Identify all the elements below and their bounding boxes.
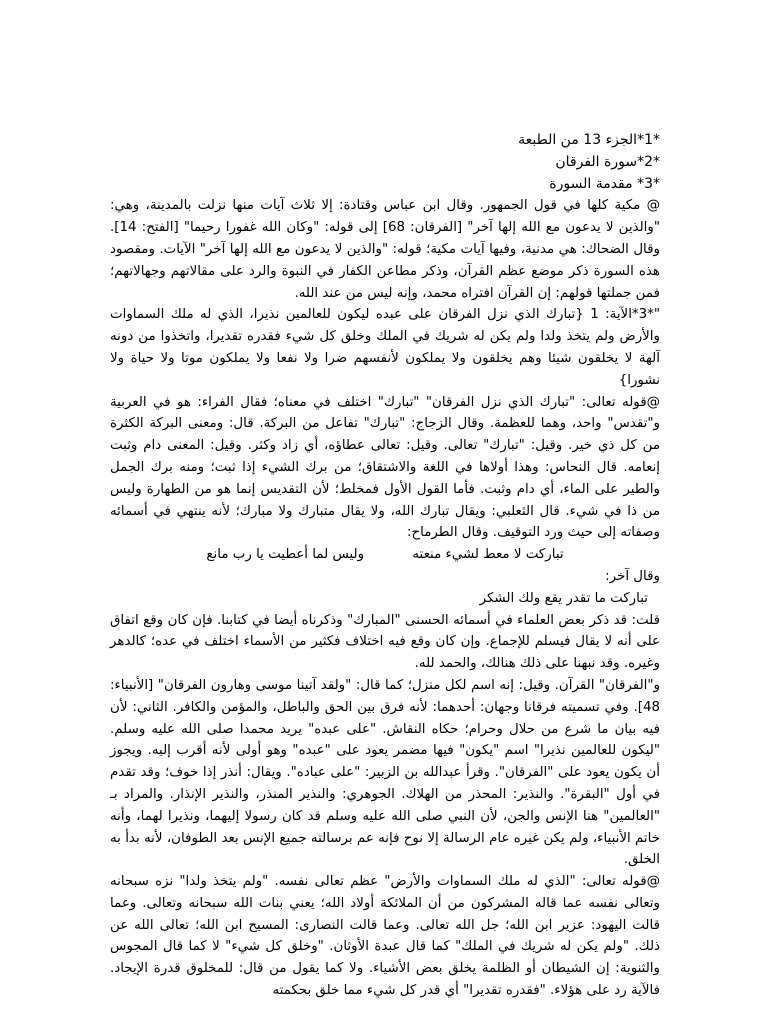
poem-intro: وقال آخر: [605,568,660,584]
poem-hemistich-left: وليس لما أعطيت يا رب مانع [206,547,365,563]
paragraph: @قوله تعالى: "الذي له ملك السماوات والأرض" عظم تعالى نفسه. "ولم يتخذ ولدا" نزه سبحانه وتعالى نفسه عما قاله المشركون من أن الملائكة أولاد الله؛ يعني بنات الله سبحانه وتعالى. وعما قالت اليهود: عزير ابن الله؛ جل الله تعالى. وعما قالت النصارى: المسيح ابن الله؛ تعالى الله عن ذلك. "ولم يكن له شريك في الملك" كما قال عبدة الأوثان. "وخلق كل شيء" لا كما قال المجوس والثنوية: إن الشيطان أو الظلمة يخلق بعض الأشياء. ولا كما يقول من قال: للمخلوق قدرة الإيجاد. فالآية رد على هؤلاء. "فقدره تقديرا" أي قدر كل شيء مما خلق بحكمته [110,874,660,999]
poem-line [110,544,660,566]
surah-heading: *2*سورة الفرقان [555,153,660,170]
paragraph: و"الفرقان" القرآن. وقيل: إنه اسم لكل منزل؛ كما قال: "ولقد آتينا موسى وهارون الفرقان" [الأنبياء: 48]. وفي تسميته فرقانا وجهان: أحدهما: لأنه فرق بين الحق والباطل، والمؤمن والكافر. الثاني: لأن فيه بيان ما شرع من حلال وحرام؛ حكاه النقاش. "على عبده" يريد محمدا صلى الله عليه وسلم. "ليكون للعالمين نذيرا" اسم "يكون" فيها مضمر يعود على "عبده" وهو أولى لأنه أقرب إليه. ويجوز أن يكون يعود على "الفرقان". وقرأ عبدالله بن الزبير: "على عباده". ويقال: أنذر إذا خوف؛ وقد تقدم في أول "البقرة". والنذير: المحذر من الهلاك. الجوهري: والنذير المنذر، والنذير الإنذار. والمراد بـ "العالمين" هنا الإنس والجن، لأن النبي صلى الله عليه وسلم قد كان رسولا إليهما، ونذيرا لهما، وأنه خاتم الأنبياء، ولم يكن غيره عام الرسالة إلا نوح فإنه عم برسالته جميع الإنس بعد الطوفان، لأنه بدأ به الخلق. [110,677,660,868]
document-page [110,130,660,1002]
poem-line-2: تباركت ما تقدر يقع ولك الشكر [479,590,648,606]
tafsir-paragraph: @قوله تعالى: "تبارك الذي نزل الفرقان" "تبارك" اختلف في معناه؛ فقال الفراء: هو في العربية و"تقدس" واحد، وهما للعظمة. وقال الزجاج: "تبارك" تفاعل من البركة. قال: ومعنى البركة الكثرة من كل ذي خير. وقيل: "تبارك" تعالى. وقيل: تعالى عطاؤه، أي زاد وكثر. وقيل: المعنى دام وثبت إنعامه. قال النحاس: وهذا أولاها في اللغة والاشتقاق؛ من برك الشيء إذا ثبت؛ ومنه برك الجمل والطير على الماء، أي دام وثبت. فأما القول الأول فمخلط؛ لأن التقديس إنما هو من الطهارة وليس من ذا في شيء. قال الثعلبي: ويقال تبارك الله، ولا يقال متبارك ولا مبارك؛ لأنه ينتهي في أسمائه وصفاته إلى حيث ورد التوقيف. وقال الطرماح: [110,394,660,541]
verse-paragraph: "*3*الآية: 1 {تبارك الذي نزل الفرقان على عبده ليكون للعالمين نذيرا، الذي له ملك السماوات والأرض ولم يتخذ ولدا ولم يكن له شريك في الملك وخلق كل شيء فقدره تقديرا، واتخذوا من دونه آلهة لا يخلقون شيئا وهم يخلقون ولا يملكون لأنفسهم ضرا ولا نفعا ولا يملكون موتا ولا حياة ولا نشورا} [110,307,661,388]
volume-heading: *1*الجزء 13 من الطبعة [518,132,660,148]
intro-paragraph: @ مكية كلها في قول الجمهور. وقال ابن عباس وقتادة: إلا ثلاث آيات منها نزلت بالمدينة، وهي: "والذين لا يدعون مع الله إلها آخر" [الفرقان: 68] إلى قوله: "وكان الله غفورا رحيما" [الفتح: 14]. وقال الضحاك: هي مدنية، وفيها آيات مكية؛ قوله: "والذين لا يدعون مع الله إلها آخر" الآيات. ومقصود هذه السورة ذكر موضع عظم القرآن، وذكر مطاعن الكفار في النبوة والرد على مقالاتهم وجهالاتهم؛ فمن جملتها قولهم: إن القرآن افتراه محمد، وإنه ليس من عند الله. [110,198,661,301]
intro-heading: *3* مقدمة السورة [549,175,660,192]
poem-hemistich-right: تباركت لا معط لشيء منعته [412,547,564,563]
paragraph: قلت: قد ذكر بعض العلماء في أسمائه الحسنى "المبارك" وذكرناه أيضا في كتابنا. فإن كان وقع اتفاق على أنه لا يقال فيسلم للإجماع. وإن كان وقع فيه اختلاف فكثير من الأسماء اختلف في عده؛ كالدهر وغيره. وقد نبهنا على ذلك هنالك، والحمد لله. [110,612,660,672]
